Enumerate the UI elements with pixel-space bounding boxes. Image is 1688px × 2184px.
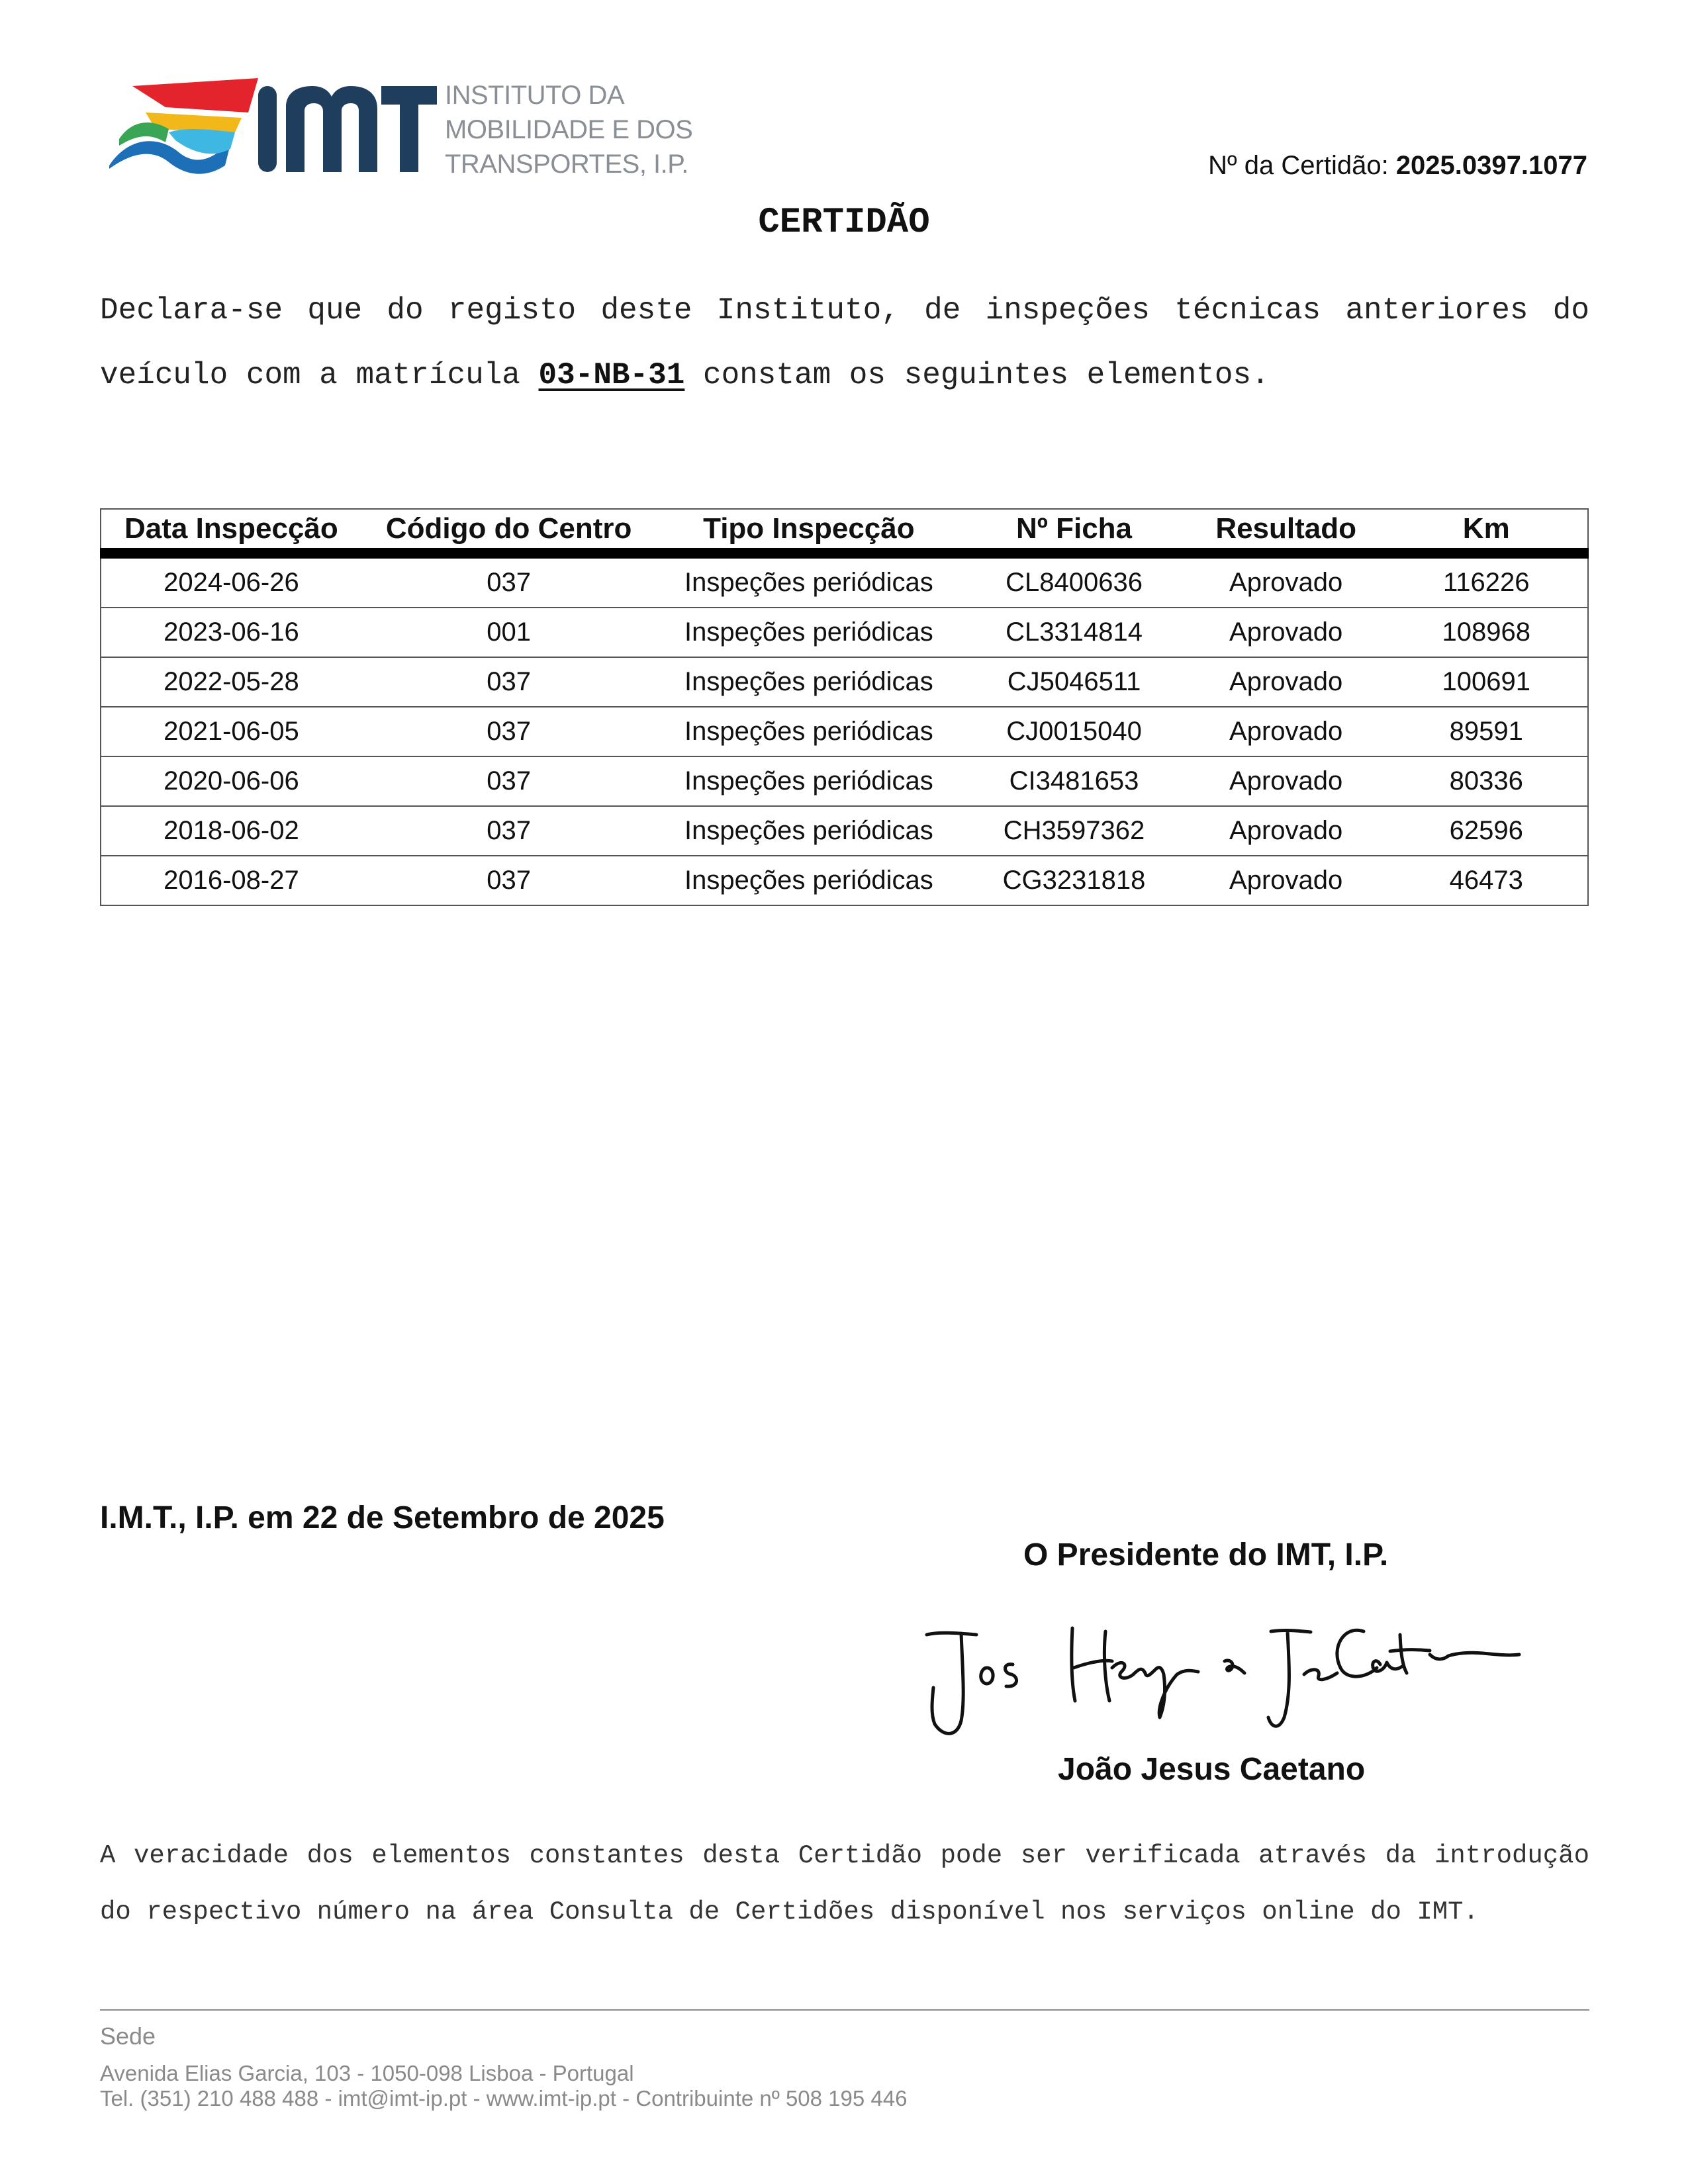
- header-numero-ficha: Nº Ficha: [961, 509, 1187, 553]
- cell-center-code: 037: [487, 568, 532, 597]
- cell-ficha: CI3481653: [961, 756, 1187, 806]
- cell-ficha: CJ5046511: [961, 657, 1187, 707]
- certificate-number-value: 2025.0397.1077: [1395, 151, 1587, 180]
- cell-type: Inspeções periódicas: [657, 806, 962, 856]
- cell-km: 62596: [1385, 806, 1588, 856]
- cell-date: 2018-06-02: [101, 806, 361, 856]
- cell-date: 2020-06-06: [101, 756, 361, 806]
- certificate-number: [1208, 151, 1587, 181]
- cell-date: 2023-06-16: [101, 608, 361, 657]
- cell-ficha: CH3597362: [961, 806, 1187, 856]
- cell-center-code: 037: [361, 707, 657, 756]
- cell-type: Inspeções periódicas: [657, 856, 962, 905]
- header-resultado: Resultado: [1187, 509, 1385, 553]
- table-row: [101, 657, 1588, 707]
- cell-center-code: 001: [361, 608, 657, 657]
- vehicle-plate: 03-NB-31: [538, 358, 685, 392]
- cell-km: 108968: [1385, 608, 1588, 657]
- table-row: [101, 553, 1588, 608]
- org-name: [445, 78, 692, 181]
- certificate-number-label: Nº da Certidão:: [1208, 151, 1389, 180]
- cell-type: Inspeções periódicas: [657, 707, 962, 756]
- cell-ficha: CL3314814: [961, 608, 1187, 657]
- cell-type: Inspeções periódicas: [657, 608, 962, 657]
- table-row: [101, 608, 1588, 657]
- footer-sede-label: Sede: [100, 2023, 156, 2050]
- declaration-part-2: constam os seguintes elementos.: [702, 358, 1270, 392]
- cell-type: Inspeções periódicas: [657, 657, 962, 707]
- cell-ficha: CJ0015040: [961, 707, 1187, 756]
- cell-km: 80336: [1385, 756, 1588, 806]
- header-tipo-inspeccao: Tipo Inspecção: [657, 509, 962, 553]
- logo-letter-i: [258, 86, 277, 172]
- place-and-date: I.M.T., I.P. em 22 de Setembro de 2025: [100, 1500, 665, 1535]
- footer-contacts: Tel. (351) 210 488 488 - imt@imt-ip.pt - www.imt-ip.pt - Contribuinte nº 508 195 446: [100, 2086, 908, 2111]
- cell-center-code: 037: [361, 856, 657, 905]
- cell-center-code: 037: [361, 756, 657, 806]
- header-km: Km: [1385, 509, 1588, 553]
- cell-date: 2024-06-26: [164, 568, 299, 597]
- cell-date: 2016-08-27: [101, 856, 361, 905]
- cell-result: Aprovado: [1187, 608, 1385, 657]
- declaration-text: [100, 278, 1589, 408]
- header-data-inspeccao: Data Inspecção: [101, 509, 361, 553]
- logo-cyan-wave: [169, 129, 235, 154]
- cell-km: 89591: [1385, 707, 1588, 756]
- inspections-table: [100, 508, 1589, 906]
- president-name: João Jesus Caetano: [1058, 1752, 1366, 1787]
- footer-address-block: [100, 2061, 907, 2111]
- cell-ficha: CG3231818: [961, 856, 1187, 905]
- table-row: [101, 707, 1588, 756]
- footer-divider: [100, 2009, 1589, 2011]
- cell-result: Aprovado: [1187, 707, 1385, 756]
- footer-address: Avenida Elias Garcia, 103 - 1050-098 Lisboa - Portugal: [100, 2061, 634, 2085]
- verification-note: A veracidade dos elementos constantes desta Certidão pode ser verificada através da introdução do respectivo número na área Consulta de Certidões disponível nos serviços online do IMT.: [100, 1841, 1589, 1927]
- cell-type: Inspeções periódicas: [684, 568, 933, 597]
- cell-km: 116226: [1443, 568, 1530, 597]
- cell-result: Aprovado: [1187, 657, 1385, 707]
- table-row: [101, 806, 1588, 856]
- header-codigo-centro: Código do Centro: [361, 509, 657, 553]
- logo-letter-t: [381, 86, 437, 172]
- cell-result: Aprovado: [1187, 856, 1385, 905]
- cell-date: 2021-06-05: [101, 707, 361, 756]
- table-row: [101, 856, 1588, 905]
- cell-date: 2022-05-28: [101, 657, 361, 707]
- org-name-line-2: MOBILIDADE E DOS: [445, 115, 693, 144]
- cell-km: 46473: [1385, 856, 1588, 905]
- cell-center-code: 037: [361, 657, 657, 707]
- imt-logo: [106, 66, 437, 179]
- cell-result: Aprovado: [1187, 806, 1385, 856]
- document-title: CERTIDÃO: [758, 203, 930, 243]
- table-header-row: [101, 509, 1588, 553]
- president-title: O Presidente do IMT, I.P.: [1023, 1537, 1389, 1572]
- logo-red-flag: [132, 78, 258, 113]
- org-name-line-3: TRANSPORTES, I.P.: [445, 150, 688, 179]
- cell-result: Aprovado: [1229, 568, 1343, 597]
- logo-letter-m: [286, 86, 377, 172]
- table-row: [101, 756, 1588, 806]
- cell-result: Aprovado: [1187, 756, 1385, 806]
- cell-ficha: CL8400636: [1006, 568, 1143, 597]
- handwritten-signature: [914, 1595, 1523, 1747]
- cell-center-code: 037: [361, 806, 657, 856]
- org-name-line-1: INSTITUTO DA: [445, 81, 625, 110]
- cell-type: Inspeções periódicas: [657, 756, 962, 806]
- declaration-part-1: Declara-se que do registo deste Instituto, de inspeções técnicas anteriores do veículo com a matrícula: [100, 293, 1589, 392]
- cell-km: 100691: [1385, 657, 1588, 707]
